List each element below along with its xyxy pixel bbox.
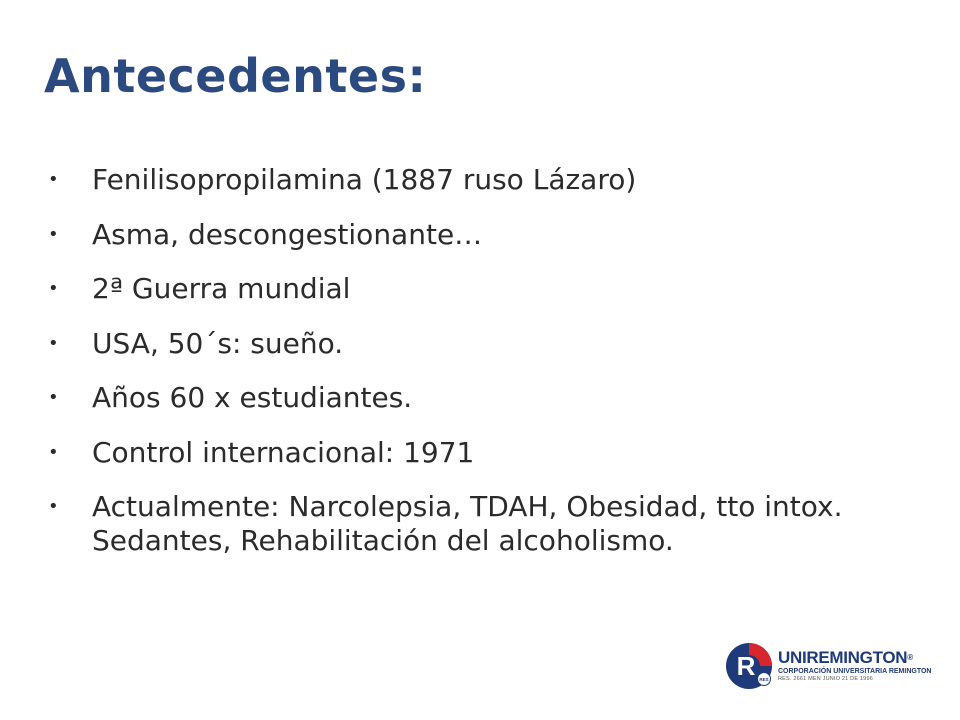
bullet-item bbox=[48, 327, 928, 361]
bullet-item bbox=[48, 436, 928, 470]
bullet-point-icon: • bbox=[48, 387, 59, 408]
slide-title: Antecedentes: bbox=[44, 49, 427, 103]
uniremington-logo-mark-icon bbox=[724, 641, 774, 691]
registered-mark: ® bbox=[907, 653, 913, 662]
bullet-text: Actualmente: Narcolepsia, TDAH, Obesidad, tto intox. Sedantes, Rehabilitación del alcoholismo. bbox=[92, 490, 843, 557]
logo-name bbox=[778, 649, 932, 667]
bullet-item bbox=[48, 218, 928, 252]
bullet-text: Asma, descongestionante… bbox=[92, 217, 483, 251]
logo-text-block bbox=[778, 649, 932, 683]
bullet-point-icon: • bbox=[48, 169, 59, 190]
bullet-point-icon: • bbox=[48, 223, 59, 245]
uniremington-logo bbox=[724, 640, 932, 692]
logo-mark-badge: RES bbox=[759, 677, 769, 682]
bullet-text: USA, 50´s: sueño. bbox=[92, 326, 344, 360]
logo-name-text: UNIREMINGTON bbox=[778, 648, 908, 667]
bullet-item bbox=[48, 272, 928, 306]
bullet-text: 2ª Guerra mundial bbox=[92, 272, 351, 305]
logo-subtitle: CORPORACIÓN UNIVERSITARIA REMINGTON bbox=[778, 668, 932, 675]
bullet-point-icon: • bbox=[48, 441, 59, 463]
logo-resolution: RES. 2661 MEN JUNIO 21 DE 1996 bbox=[778, 676, 873, 682]
bullet-item bbox=[48, 381, 928, 415]
logo-mark-letter: R bbox=[736, 651, 756, 681]
bullet-list bbox=[48, 163, 928, 579]
bullet-point-icon: • bbox=[48, 332, 59, 354]
bullet-text: Años 60 x estudiantes. bbox=[92, 381, 413, 414]
bullet-text: Control internacional: 1971 bbox=[92, 435, 475, 469]
bullet-item bbox=[48, 490, 928, 558]
bullet-point-icon: • bbox=[48, 278, 59, 299]
bullet-point-icon: • bbox=[48, 496, 59, 517]
bullet-item bbox=[48, 163, 928, 197]
bullet-text: Fenilisopropilamina (1887 ruso Lázaro) bbox=[92, 163, 637, 196]
